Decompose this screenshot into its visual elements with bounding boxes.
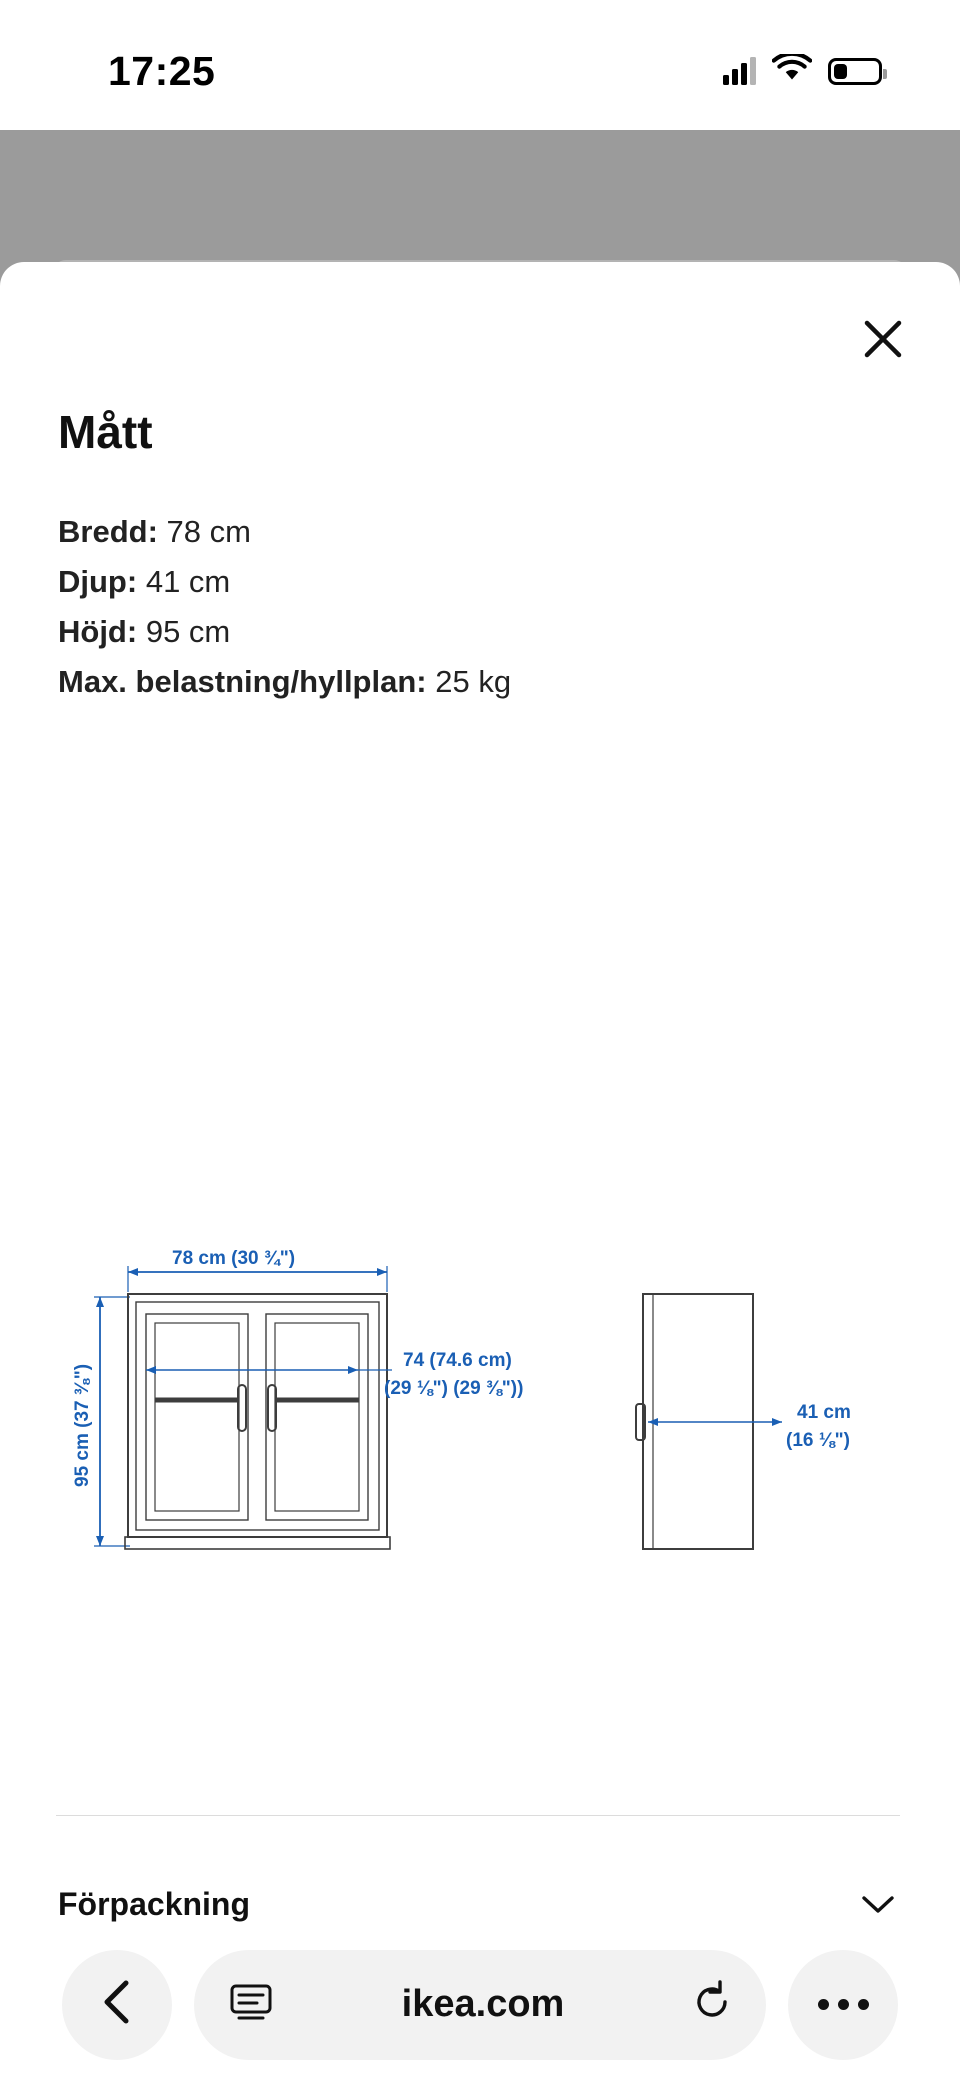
status-bar bbox=[0, 0, 960, 130]
diagram-width-label: 78 cm (30 ¾") bbox=[172, 1248, 296, 1269]
more-options-icon bbox=[818, 1999, 869, 2010]
status-indicators bbox=[723, 54, 882, 88]
close-icon[interactable] bbox=[854, 310, 912, 368]
spec-label: Djup: bbox=[58, 564, 138, 599]
diagram-depth-label-1: 41 cm bbox=[797, 1402, 851, 1423]
section-divider bbox=[56, 1815, 900, 1816]
accordion-label: Förpackning bbox=[58, 1885, 251, 1922]
spec-value: 78 cm bbox=[166, 514, 251, 549]
chevron-down-icon[interactable] bbox=[858, 1884, 898, 1924]
spec-label: Höjd: bbox=[58, 614, 138, 649]
spec-label: Bredd: bbox=[58, 514, 158, 549]
back-button[interactable] bbox=[62, 1950, 172, 2060]
diagram-depth-label-2: (16 ⅛") bbox=[786, 1430, 850, 1451]
spec-value: 41 cm bbox=[145, 564, 231, 599]
reload-icon[interactable] bbox=[692, 1980, 732, 2029]
spec-value: 95 cm bbox=[145, 614, 231, 649]
dimensions-sheet bbox=[0, 262, 960, 2087]
diagram-inner-width-label-2: (29 ⅛") (29 ⅜")) bbox=[384, 1378, 524, 1399]
address-bar[interactable] bbox=[194, 1950, 766, 2060]
browser-toolbar bbox=[0, 1922, 960, 2087]
diagram-height-label: 95 cm (37 ⅜") bbox=[72, 1363, 93, 1487]
status-time: 17:25 bbox=[108, 48, 216, 94]
spec-row bbox=[58, 557, 898, 607]
specs-list bbox=[58, 507, 898, 707]
diagram-inner-width-label-1: 74 (74.6 cm) bbox=[403, 1350, 512, 1371]
dimension-diagram bbox=[0, 1222, 960, 1602]
spec-row bbox=[58, 657, 898, 707]
chevron-left-icon bbox=[100, 1978, 134, 2031]
spec-row bbox=[58, 607, 898, 657]
wifi-icon bbox=[772, 54, 812, 88]
url-text: ikea.com bbox=[401, 1983, 565, 2025]
spec-value: 25 kg bbox=[435, 664, 512, 699]
battery-icon bbox=[828, 58, 882, 85]
spec-label: Max. belastning/hyllplan: bbox=[58, 664, 427, 699]
page-title: Mått bbox=[58, 406, 153, 458]
cellular-signal-icon bbox=[723, 57, 756, 85]
reader-view-icon[interactable] bbox=[228, 1982, 274, 2027]
more-options-button[interactable] bbox=[788, 1950, 898, 2060]
spec-row bbox=[58, 507, 898, 557]
